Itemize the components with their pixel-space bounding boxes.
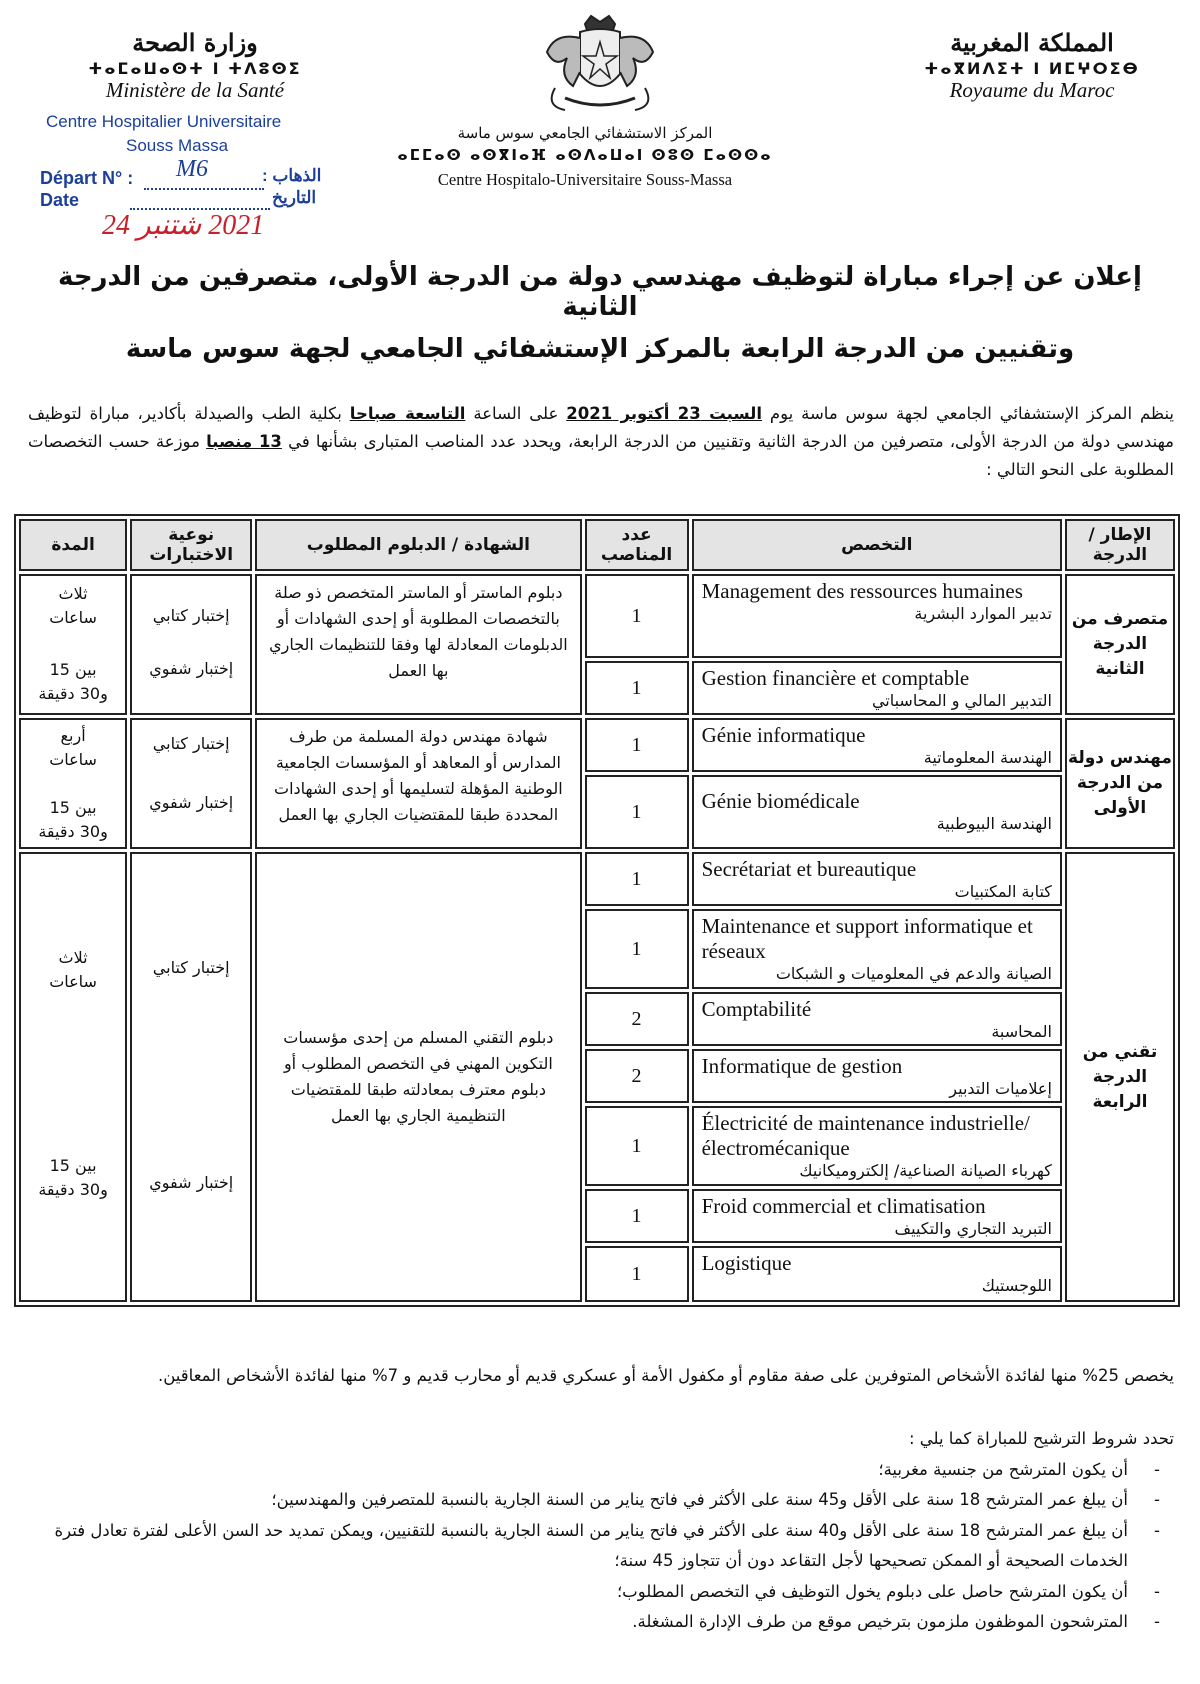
stamp-date-arabic: التاريخ xyxy=(272,188,317,207)
specialty-row xyxy=(692,775,1062,849)
specialty-row xyxy=(692,1189,1062,1243)
written-duration: أربع ساعات xyxy=(49,726,97,769)
specialty-row xyxy=(692,718,1062,772)
written-test: إختبار كتابي xyxy=(152,606,230,625)
chu-french: Centre Hospitalo-Universitaire Souss-Massa xyxy=(437,170,733,189)
specialty-fr: Froid commercial et climatisation xyxy=(701,1194,986,1218)
specialty-row xyxy=(692,909,1062,989)
kingdom-french: Royaume du Maroc xyxy=(949,78,1115,102)
announcement-title xyxy=(40,262,1160,364)
intro-text-1: ينظم المركز الإستشفائي الجامعي لجهة سوس ماسة يوم xyxy=(769,404,1175,423)
conditions-section xyxy=(28,1424,1174,1638)
condition-item: - أن يكون المترشح من جنسية مغربية؛ xyxy=(28,1455,1174,1486)
header-tests: نوعية الاختبارات xyxy=(130,519,252,571)
header-frame: الإطار / الدرجة xyxy=(1065,519,1175,571)
stamp-depart-value: M6 xyxy=(176,156,208,182)
specialty-fr: Informatique de gestion xyxy=(701,1054,903,1078)
specialty-row xyxy=(692,1106,1062,1186)
oral-duration: بين 15 و30 دقيقة xyxy=(38,660,108,703)
specialty-fr: Génie informatique xyxy=(701,723,866,747)
positions-table xyxy=(14,514,1180,1307)
specialty-ar: اللوجستيك xyxy=(981,1276,1052,1295)
kingdom-arabic: المملكة المغربية xyxy=(950,28,1114,57)
ministry-french: Ministère de la Santé xyxy=(105,78,285,102)
specialty-fr: Génie biomédicale xyxy=(701,789,860,813)
specialty-row xyxy=(692,1246,1062,1302)
oral-duration: بين 15 و30 دقيقة xyxy=(38,1156,108,1199)
oral-duration: بين 15 و30 دقيقة xyxy=(38,798,108,841)
specialty-ar: كهرباء الصيانة الصناعية/ إلكتروميكانيك xyxy=(799,1161,1052,1180)
oral-test: إختبار شفوي xyxy=(149,793,234,812)
posts-count: 1 xyxy=(585,661,689,715)
stamp-date-dots xyxy=(130,190,270,210)
stamp-date-label: Date xyxy=(40,190,80,210)
specialty-ar: التدبير المالي و المحاسباتي xyxy=(871,691,1052,710)
posts-count: 1 xyxy=(585,909,689,989)
dispatch-stamp xyxy=(36,112,336,252)
posts-count: 1 xyxy=(585,718,689,772)
written-test: إختبار كتابي xyxy=(152,958,230,977)
specialty-row xyxy=(692,992,1062,1046)
specialty-fr: Management des ressources humaines xyxy=(701,579,1023,603)
kingdom-tifinagh: ⵜⴰⴳⵍⴷⵉⵜ ⵏ ⵍⵎⵖⵔⵉⴱ xyxy=(924,59,1140,78)
stamp-depart-arabic: الذهاب : xyxy=(262,166,322,185)
ministry-arabic: وزارة الصحة xyxy=(132,28,258,57)
specialty-row xyxy=(692,574,1062,658)
posts-count: 1 xyxy=(585,1106,689,1186)
chu-tifinagh: ⴰⵎⵎⴰⵙ ⴰⵙⴳⵏⴰⴼ ⴰⵙⴷⴰⵡⴰⵏ ⵙⵓⵙ ⵎⴰⵙⵙⴰ xyxy=(397,146,773,164)
specialty-fr: Gestion financière et comptable xyxy=(701,666,970,690)
specialty-ar: التبريد التجاري والتكييف xyxy=(894,1219,1052,1238)
specialty-fr: Logistique xyxy=(701,1251,792,1275)
specialty-fr: Électricité de maintenance industrielle/ électromécanique xyxy=(701,1111,1030,1160)
written-duration: ثلاث ساعات xyxy=(49,948,97,991)
stamp-depart-label: Départ N° : xyxy=(40,168,134,188)
specialty-row xyxy=(692,852,1062,906)
title-line2: وتقنيين من الدرجة الرابعة بالمركز الإستشفائي الجامعي لجهة سوس ماسة xyxy=(125,334,1075,364)
stamp-line1: Centre Hospitalier Universitaire xyxy=(46,112,282,131)
specialty-row xyxy=(692,661,1062,715)
intro-text-3: بكلية الطب والصيدلة بأكادير، مباراة لتوظيف مهندسي دولة من الدرجة الأولى، متصرفين من الدرجة الثانية وتقنيين من الدرجة الرابعة، ويحدد عدد المناصب المتبارى بشأنها في xyxy=(28,404,1175,451)
title-line1: إعلان عن إجراء مباراة لتوظيف مهندسي دولة من الدرجة الأولى، متصرفين من الدرجة الثانية xyxy=(58,262,1142,322)
specialty-ar: الهندسة المعلوماتية xyxy=(923,748,1052,767)
posts-count: 1 xyxy=(585,1189,689,1243)
frame-engineer: مهندس دولة من الدرجة الأولى xyxy=(1065,718,1175,849)
tests-technician xyxy=(130,852,252,1302)
intro-text-4: موزعة حسب التخصصات المطلوبة على النحو التالي : xyxy=(28,432,1174,479)
specialty-ar: المحاسبة xyxy=(991,1022,1052,1041)
frame-technician: تقني من الدرجة الرابعة xyxy=(1065,852,1175,1302)
specialty-row xyxy=(692,1049,1062,1103)
header-kingdom-block xyxy=(882,28,1182,103)
specialty-ar: إعلاميات التدبير xyxy=(949,1079,1052,1098)
duration-administrator xyxy=(19,574,127,715)
posts-count: 2 xyxy=(585,992,689,1046)
specialty-fr: Secrétariat et bureautique xyxy=(701,857,917,881)
frame-administrator: متصرف من الدرجة الثانية xyxy=(1065,574,1175,715)
tests-administrator xyxy=(130,574,252,715)
posts-count: 1 xyxy=(585,574,689,658)
quota-note: يخصص 25% منها لفائدة الأشخاص المتوفرين على صفة مقاوم أو مكفول الأمة أو عسكري قديم أو محارب قديم و 7% منها لفائدة الأشخاص المعاقين. xyxy=(158,1366,1174,1385)
header-specialty: التخصص xyxy=(692,519,1062,571)
intro-time: التاسعة صباحا xyxy=(349,404,466,423)
posts-count: 2 xyxy=(585,1049,689,1103)
specialty-ar: الهندسة البيوطبية xyxy=(936,814,1052,833)
diploma-technician: دبلوم التقني المسلم من إحدى مؤسسات التكوين المهني في التخصص المطلوب أو دبلوم معترف بمعادلته طبقا للمقتضيات التنظيمية الجاري بها العمل xyxy=(255,852,581,1302)
intro-post-count: 13 منصبا xyxy=(206,432,282,451)
condition-item: - أن يبلغ عمر المترشح 18 سنة على الأقل و40 سنة على الأكثر في فاتح يناير من السنة الجارية بالنسبة للتقنيين، ويمكن تمديد حد السن الأعلى لفترة تعادل فترة الخدمات الصحيحة أو الممكن تصحيحها لأجل التقاعد دون أن تتجاوز 45 سنة؛ xyxy=(28,1516,1174,1577)
positions-table-wrap xyxy=(14,514,1180,1307)
conditions-heading: تحدد شروط الترشيح للمباراة كما يلي : xyxy=(908,1429,1174,1448)
diploma-administrator: دبلوم الماستر أو الماستر المتخصص ذو صلة بالتخصصات المطلوبة أو إحدى الشهادات أو الدبلومات المعادلة لها وفقا للتنظيمات الجاري بها العمل xyxy=(255,574,581,715)
chu-arabic: المركز الاستشفائي الجامعي سوس ماسة xyxy=(457,124,713,142)
duration-engineer xyxy=(19,718,127,849)
condition-item: - المترشحون الموظفون ملزمون بترخيص موقع من طرف الإدارة المشغلة. xyxy=(28,1607,1174,1638)
condition-item: - أن يبلغ عمر المترشح 18 سنة على الأقل و45 سنة على الأكثر في فاتح يناير من السنة الجارية بالنسبة للمتصرفين والمهندسين؛ xyxy=(28,1485,1174,1516)
stamp-date-value: 2021 شتنبر 24 xyxy=(102,210,265,241)
intro-date: السبت 23 أكتوبر 2021 xyxy=(566,404,762,423)
oral-test: إختبار شفوي xyxy=(149,1173,234,1192)
header-posts: عدد المناصب xyxy=(585,519,689,571)
chu-header-block xyxy=(360,124,810,190)
intro-paragraph xyxy=(28,400,1174,484)
written-test: إختبار كتابي xyxy=(152,734,230,753)
morocco-coat-of-arms-icon xyxy=(525,12,675,122)
oral-test: إختبار شفوي xyxy=(149,659,234,678)
posts-count: 1 xyxy=(585,1246,689,1302)
specialty-fr: Comptabilité xyxy=(701,997,812,1021)
specialty-ar: تدبير الموارد البشرية xyxy=(914,604,1052,623)
written-duration: ثلاث ساعات xyxy=(49,584,97,627)
posts-count: 1 xyxy=(585,775,689,849)
condition-item: - أن يكون المترشح حاصل على دبلوم يخول التوظيف في التخصص المطلوب؛ xyxy=(28,1577,1174,1608)
header-duration: المدة xyxy=(19,519,127,571)
ministry-tifinagh: ⵜⴰⵎⴰⵡⴰⵙⵜ ⵏ ⵜⴷⵓⵙⵉ xyxy=(88,59,302,78)
stamp-line2: Souss Massa xyxy=(126,136,229,155)
conditions-list xyxy=(28,1455,1174,1638)
duration-technician xyxy=(19,852,127,1302)
header-diploma: الشهادة / الدبلوم المطلوب xyxy=(255,519,581,571)
specialty-ar: كتابة المكتبيات xyxy=(954,882,1052,901)
intro-text-2: على الساعة xyxy=(473,404,559,423)
specialty-fr: Maintenance et support informatique et réseaux xyxy=(701,914,1033,963)
specialty-ar: الصيانة والدعم في المعلوميات و الشبكات xyxy=(775,964,1052,983)
posts-count: 1 xyxy=(585,852,689,906)
header-ministry-block xyxy=(40,28,350,103)
diploma-engineer: شهادة مهندس دولة المسلمة من طرف المدارس أو المعاهد أو المؤسسات الجامعية الوطنية المؤهلة لتسليمها أو إحدى الشهادات المحددة طبقا للمقتضيات الجاري بها العمل xyxy=(255,718,581,849)
tests-engineer xyxy=(130,718,252,849)
